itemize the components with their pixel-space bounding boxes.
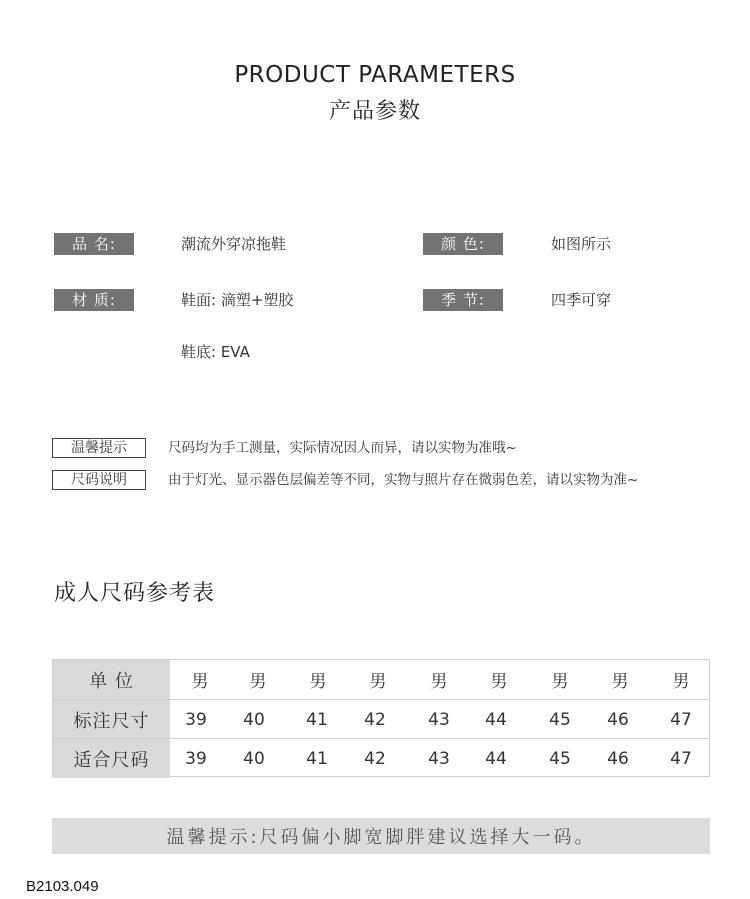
table-cell: 男	[309, 672, 327, 692]
table-cell: 男	[551, 672, 569, 692]
table-cell: 男	[191, 672, 209, 692]
param-color-label: 颜 色:	[423, 233, 503, 255]
title-en: PRODUCT PARAMETERS	[234, 62, 516, 88]
table-cell: 男	[430, 672, 448, 692]
param-color-value: 如图所示	[551, 235, 612, 253]
row-head-unit: 单 位	[53, 660, 170, 699]
tip-bar: 温馨提示:尺码偏小脚宽脚胖建议选择大一码。	[52, 818, 710, 854]
table-row-fit-size	[53, 738, 709, 778]
note-label-tip: 温馨提示	[52, 438, 146, 458]
table-row-labeled-size	[53, 699, 709, 739]
table-cell: 47	[670, 709, 692, 730]
row-head-fit-size: 适合尺码	[53, 739, 170, 778]
table-cell: 42	[364, 748, 386, 769]
row-head-labeled-size: 标注尺寸	[53, 700, 170, 739]
table-cell: 46	[607, 748, 629, 769]
param-material-label: 材 质:	[54, 289, 134, 311]
table-cell: 43	[428, 709, 450, 730]
table-cell: 46	[607, 709, 629, 730]
note-text-tip: 尺码均为手工测量，实际情况因人而异，请以实物为准哦~	[168, 440, 517, 456]
table-cell: 男	[490, 672, 508, 692]
table-cell: 45	[549, 748, 571, 769]
param-name-label: 品 名:	[54, 233, 134, 255]
table-cell: 40	[243, 748, 265, 769]
table-cell: 39	[185, 748, 207, 769]
table-cell: 男	[672, 672, 690, 692]
note-label-size: 尺码说明	[52, 470, 146, 490]
param-material-upper: 鞋面: 滴塑+塑胶	[181, 291, 294, 309]
table-cell: 42	[364, 709, 386, 730]
title-cn: 产品参数	[328, 99, 421, 124]
param-season-label: 季 节:	[423, 289, 503, 311]
table-cell: 男	[369, 672, 387, 692]
param-season-value: 四季可穿	[551, 291, 612, 309]
note-text-size: 由于灯光、显示器色层偏差等不同，实物与照片存在微弱色差，请以实物为准~	[168, 472, 639, 488]
table-cell: 43	[428, 748, 450, 769]
product-code: B2103.049	[26, 878, 99, 895]
table-cell: 39	[185, 709, 207, 730]
size-section-title: 成人尺码参考表	[54, 581, 216, 606]
table-cell: 男	[249, 672, 267, 692]
table-cell: 41	[306, 709, 328, 730]
table-cell: 41	[306, 748, 328, 769]
table-cell: 47	[670, 748, 692, 769]
table-cell: 44	[485, 709, 507, 730]
table-cell: 45	[549, 709, 571, 730]
table-cell: 44	[485, 748, 507, 769]
table-cell: 男	[611, 672, 629, 692]
param-material-sole: 鞋底: EVA	[181, 343, 250, 361]
param-name-value: 潮流外穿凉拖鞋	[181, 235, 287, 253]
table-cell: 40	[243, 709, 265, 730]
table-row-unit	[53, 660, 709, 699]
size-table	[52, 659, 710, 777]
